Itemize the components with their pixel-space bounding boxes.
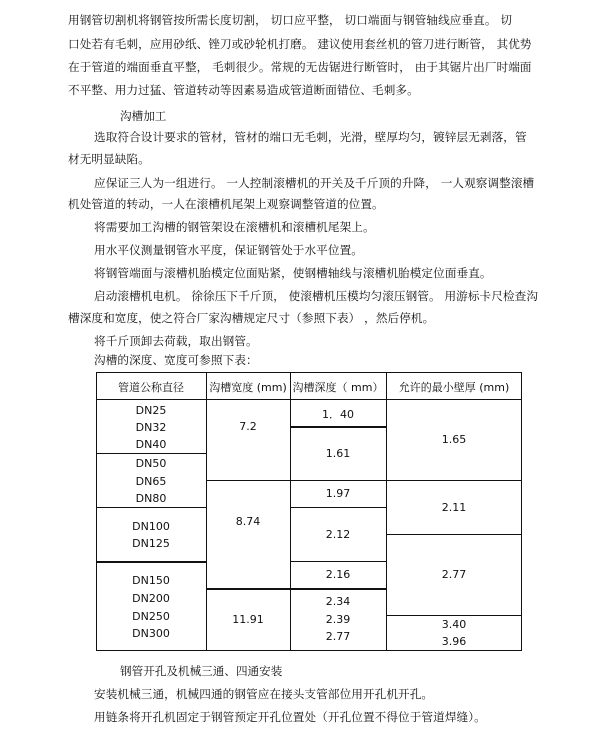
paragraph-cutting-line-2: 口处若有毛刺，应用砂纸、锉刀或砂轮机打磨。 建议使用套丝机的管刀进行断管， 其优势 xyxy=(68,37,532,51)
table-cell-min-wall: 3.40 xyxy=(441,618,467,631)
header-groove-width: 沟槽宽度 (mm) xyxy=(209,381,287,394)
table-cell-min-wall: 2.77 xyxy=(441,568,467,581)
table-cell-diameter: DN25 xyxy=(135,404,167,417)
table-caption: 沟槽的深度、宽度可参照下表： xyxy=(94,353,258,367)
table-cell-depth: 2.77 xyxy=(325,630,351,643)
paragraph-crew-line-2: 机处管道的转动，一人在滚槽机尾架上观察调整管道的位置。 xyxy=(68,197,384,211)
header-min-wall: 允许的最小壁厚 (mm) xyxy=(398,381,510,394)
paragraph-start-machine-line-2: 槽深度和宽度，使之符合厂家沟槽规定尺寸（参照下表） ，然后停机。 xyxy=(68,311,435,325)
table-cell-depth: 1.97 xyxy=(325,487,351,500)
paragraph-tee-install: 安装机械三通，机械四通的钢管应在接头支管部位用开孔机开孔。 xyxy=(94,687,434,701)
table-cell-diameter: DN65 xyxy=(135,475,167,488)
table-cell-depth: 2.16 xyxy=(325,568,351,581)
table-cell-diameter: DN150 xyxy=(132,574,170,587)
table-cell-min-wall: 3.96 xyxy=(441,635,467,648)
table-cell-diameter: DN200 xyxy=(132,592,170,605)
paragraph-mount-pipe: 将需要加工沟槽的钢管架设在滚槽机和滚槽机尾架上。 xyxy=(94,220,375,234)
paragraph-start-machine-line-1: 启动滚槽机电机。 徐徐压下千斤顶， 使滚槽机压模均匀滚压钢管。 用游标卡尺检查沟 xyxy=(94,289,539,303)
section-heading-tapping: 钢管开孔及机械三通、四通安装 xyxy=(120,664,283,678)
table-cell-depth: 2.34 xyxy=(325,595,351,608)
table-cell-diameter: DN50 xyxy=(135,457,167,470)
table-cell-width: 7.2 xyxy=(239,420,257,433)
table-cell-min-wall: 1.65 xyxy=(441,433,467,446)
table-cell-width: 8.74 xyxy=(235,515,261,528)
paragraph-unload: 将千斤顶卸去荷载，取出钢管。 xyxy=(94,334,258,348)
table-cell-diameter: DN250 xyxy=(132,610,170,623)
paragraph-fix-drill: 用链条将开孔机固定于钢管预定开孔位置处（开孔位置不得位于管道焊缝）。 xyxy=(94,710,486,724)
table-cell-diameter: DN80 xyxy=(135,492,167,505)
paragraph-level-check: 用水平仪测量钢管水平度，保证钢管处于水平位置。 xyxy=(94,243,363,257)
paragraph-material-line-2: 材无明显缺陷。 xyxy=(68,152,150,166)
header-nominal-diameter: 管道公称直径 xyxy=(118,381,184,394)
table-cell-depth: 1．40 xyxy=(322,408,354,421)
paragraph-material-line-1: 选取符合设计要求的管材，管材的端口无毛刺，光滑，壁厚均匀，镀锌层无剥落，管 xyxy=(94,130,527,144)
paragraph-cutting-line-1: 用钢管切割机将钢管按所需长度切割， 切口应平整， 切口端面与钢管轴线应垂直。 切 xyxy=(68,13,513,27)
table-cell-diameter: DN300 xyxy=(132,627,170,640)
paragraph-cutting-line-3: 在于管道的端面垂直平整， 毛刺很少。常规的无齿锯进行断管时， 由于其锯片出厂时端面 xyxy=(68,60,532,74)
table-cell-width: 11.91 xyxy=(232,613,264,626)
header-groove-depth: 沟槽深度（ mm） xyxy=(292,381,384,394)
table-cell-diameter: DN32 xyxy=(135,421,167,434)
table-cell-depth: 1.61 xyxy=(325,447,351,460)
table-cell-depth: 2.39 xyxy=(325,613,351,626)
section-heading-grooving: 沟槽加工 xyxy=(120,109,167,123)
table-cell-depth: 2.12 xyxy=(325,528,351,541)
table-cell-diameter: DN125 xyxy=(132,537,170,550)
paragraph-cutting-line-4: 不平整、用力过猛、管道转动等因素易造成管道断面错位、毛刺多。 xyxy=(68,83,419,97)
table-cell-diameter: DN100 xyxy=(132,520,170,533)
table-cell-min-wall: 2.11 xyxy=(441,501,467,514)
table-cell-diameter: DN40 xyxy=(135,438,167,451)
groove-dimension-table xyxy=(96,372,522,651)
paragraph-align-end: 将钢管端面与滚槽机胎模定位面贴紧，使钢槽轴线与滚槽机胎模定位面垂直。 xyxy=(94,266,492,280)
paragraph-crew-line-1: 应保证三人为一组进行。 一人控制滚槽机的开关及千斤顶的升降， 一人观察调整滚槽 xyxy=(94,176,535,190)
